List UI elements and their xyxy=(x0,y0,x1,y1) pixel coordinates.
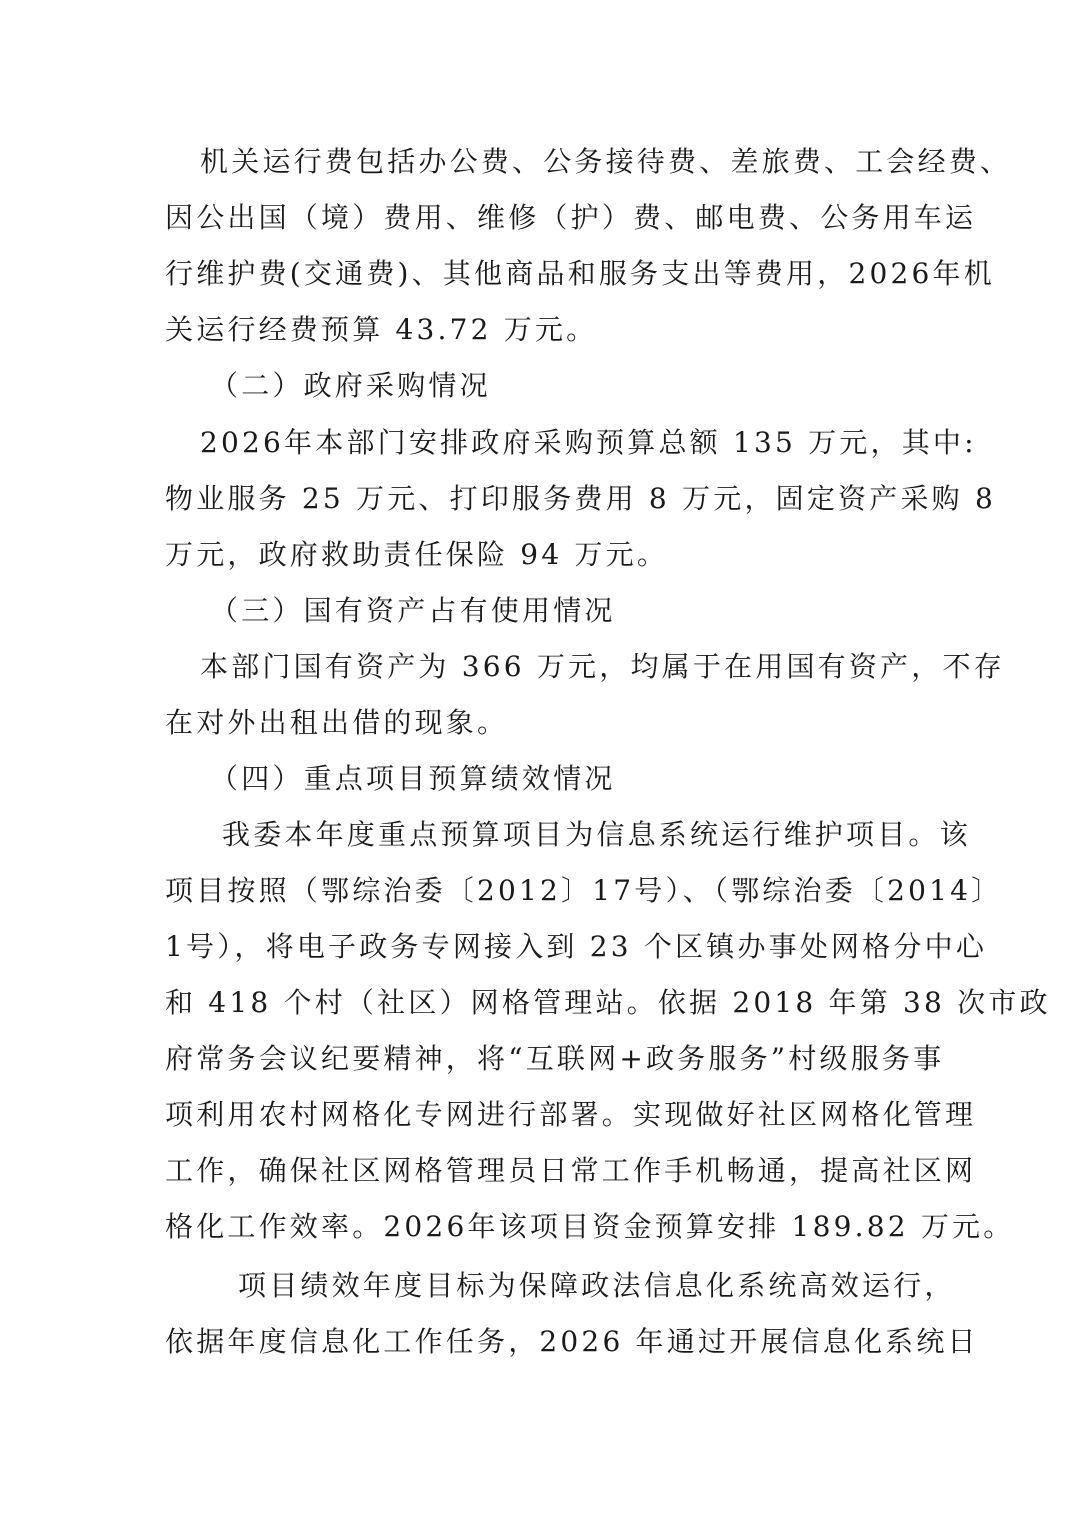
paragraph-line: 机关运行费包括办公费、公务接待费、差旅费、工会经费、 xyxy=(200,145,1012,178)
paragraph-line: 府常务会议纪要精神，将“互联网+政务服务”村级服务事 xyxy=(165,1042,945,1075)
paragraph-line: 2026年本部门安排政府采购预算总额 135 万元，其中: xyxy=(200,426,977,459)
paragraph-line: 格化工作效率。2026年该项目资金预算安排 189.82 万元。 xyxy=(165,1210,1015,1243)
paragraph-line: 项利用农村网格化专网进行部署。实现做好社区网格化管理 xyxy=(165,1098,977,1131)
paragraph-line: 项目按照（鄂综治委〔2012〕17号）、（鄂综治委〔2014〕 xyxy=(165,874,1003,907)
paragraph-line: 物业服务 25 万元、打印服务费用 8 万元，固定资产采购 8 xyxy=(165,482,996,515)
paragraph-line: 项目绩效年度目标为保障政法信息化系统高效运行， xyxy=(238,1269,956,1302)
section-heading: （四）重点项目预算绩效情况 xyxy=(210,762,616,795)
paragraph-line: 因公出国（境）费用、维修（护）费、邮电费、公务用车运 xyxy=(165,201,977,234)
section-heading: （二）政府采购情况 xyxy=(210,369,491,402)
paragraph-line: 在对外出租出借的现象。 xyxy=(165,706,509,739)
paragraph-line: 万元，政府救助责任保险 94 万元。 xyxy=(165,538,669,571)
paragraph-line: 本部门国有资产为 366 万元，均属于在用国有资产，不存 xyxy=(200,650,1005,683)
paragraph-line: 我委本年度重点预算项目为信息系统运行维护项目。该 xyxy=(222,818,971,851)
paragraph-line: 依据年度信息化工作任务，2026 年通过开展信息化系统日 xyxy=(165,1325,979,1358)
paragraph-line: 1号），将电子政务专网接入到 23 个区镇办事处网格分中心 xyxy=(165,930,988,963)
paragraph-line: 行维护费(交通费)、其他商品和服务支出等费用，2026年机 xyxy=(165,257,995,290)
section-heading: （三）国有资产占有使用情况 xyxy=(210,594,616,627)
paragraph-line: 关运行经费预算 43.72 万元。 xyxy=(165,313,598,346)
paragraph-line: 工作，确保社区网格管理员日常工作手机畅通，提高社区网 xyxy=(165,1154,977,1187)
paragraph-line: 和 418 个村（社区）网格管理站。依据 2018 年第 38 次市政 xyxy=(165,986,1051,1019)
